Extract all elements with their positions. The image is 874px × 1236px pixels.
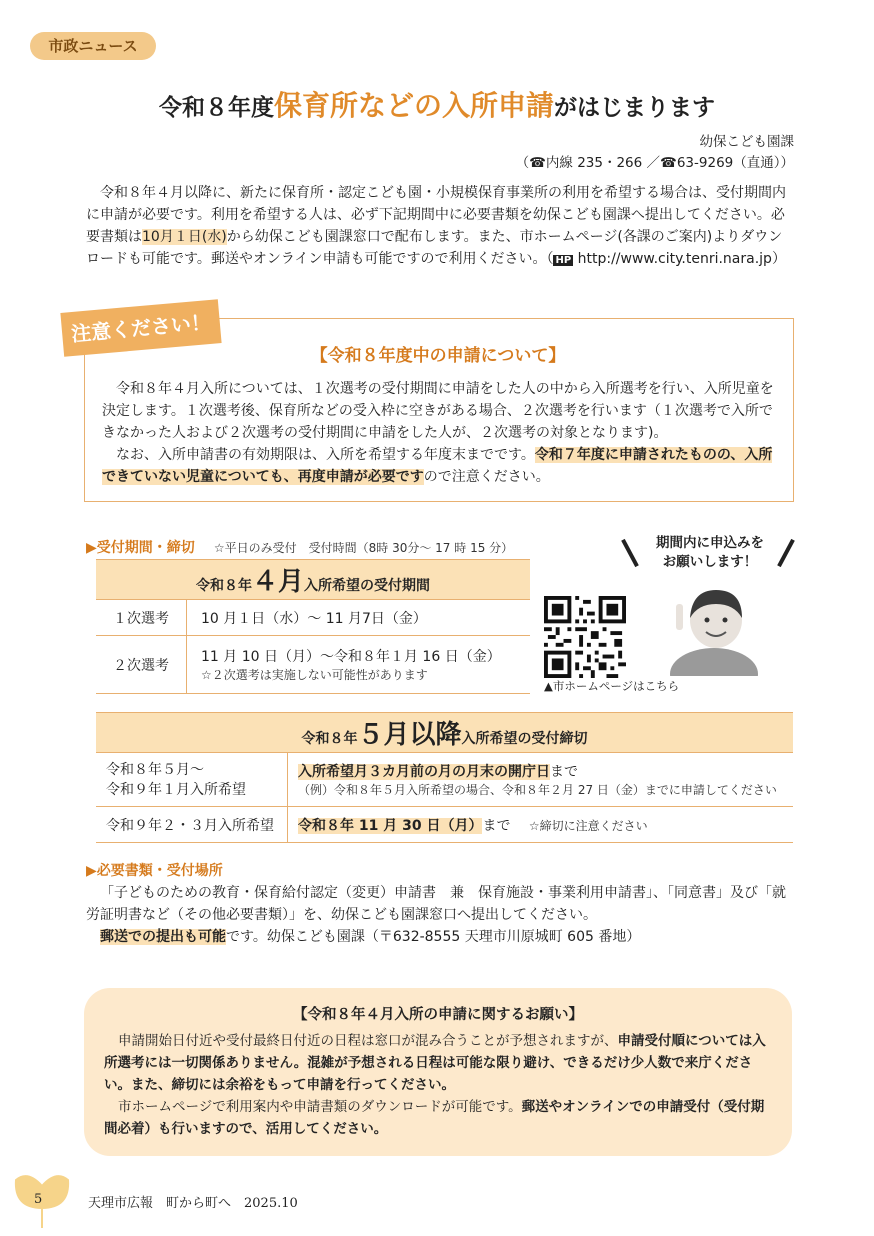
department-info: [516, 132, 794, 174]
attention-text: なお、入所申請書の有効期限は、入所を希望する年度末までです。: [116, 447, 535, 463]
may-table: [96, 712, 793, 843]
title-highlight: 保育所などの入所申請: [273, 89, 554, 122]
april-row1-label: １次選考: [96, 600, 187, 636]
april-header-post: 入所希望の受付期間: [304, 578, 430, 594]
period-heading: ▶受付期間・締切: [86, 540, 195, 556]
department-name: 幼保こども園課: [699, 134, 794, 150]
may-row1-label-2: 令和９年１月入所希望: [106, 781, 246, 798]
may-row2-note: ☆締切に注意ください: [528, 818, 648, 833]
may-row1-label: [96, 753, 288, 807]
request-p2-text: 市ホームページで利用案内や申請書類のダウンロードが可能です。: [118, 1099, 522, 1115]
qr-caption: ▲市ホームページはこちら: [544, 679, 680, 693]
footer-text: 天理市広報 町から町へ 2025.10: [88, 1196, 298, 1211]
april-header-big: ４月: [251, 567, 304, 597]
request-p2-bold: 郵送やオンラインでの申請受付（受付期間必着）も行いますので、活用してください。: [104, 1099, 765, 1137]
may-row1-note: （例）令和８年５月入所希望の場合、令和８年２月 27 日（金）までに申請してください: [298, 783, 777, 797]
callout-line-1: 期間内に申込みを: [656, 535, 764, 551]
callout-text: [640, 534, 780, 572]
docs-paragraph-2: [86, 926, 792, 948]
may-row2-label: 令和９年２・３月入所希望: [96, 807, 288, 843]
docs-text: です。幼保こども園課（〒632-8555 天理市川原城町 605 番地）: [226, 929, 641, 945]
attention-paragraph-1: 令和８年４月入所については、１次選考の受付期間に申請をした人の中から入所選考を行い、入所児童を決定します。１次選考後、保育所などの受入枠に空きがある場合、２次選考を行います（１次選考で入所できなかった人および２次選考の受付期間に申請をした人が、２次選考の対象となります)。: [102, 381, 774, 441]
april-row1-value: 10 月１日（水）～ 11 月7日（金）: [187, 600, 531, 636]
april-header-pre: 令和８年: [195, 578, 252, 594]
callout-line-2: お願いします！: [662, 554, 758, 570]
may-row2-value: 令和８年 11 月 30 日（月）: [298, 817, 483, 834]
april-row2-cell: [187, 636, 531, 694]
intro-paragraph: [86, 182, 792, 272]
attention-text-end: ので注意ください。: [423, 469, 550, 485]
docs-highlight: 郵送での提出も可能: [100, 929, 226, 945]
attention-badge: 注意ください！: [60, 299, 221, 357]
april-table: [96, 559, 530, 694]
request-p1-text: 申請開始日付近や受付最終日付近の日程は窓口が混み合うことが予想されますが、: [118, 1033, 618, 1049]
may-row1-value-end: まで: [550, 764, 578, 780]
intro-text-end: ）: [771, 251, 786, 267]
request-text: [104, 1030, 774, 1140]
hp-icon: HP: [555, 255, 572, 266]
child-photo: [664, 582, 764, 676]
may-row2-cell: [288, 807, 794, 843]
page-title: [0, 84, 874, 124]
request-title: 【令和８年４月入所の申請に関するお願い】: [293, 1007, 583, 1023]
may-row1-value: 入所希望月３カ月前の月の月末の開庁日: [298, 764, 550, 780]
april-row2-label: ２次選考: [96, 636, 187, 694]
intro-text: 令和８年４月以降に、新たに保育所・認定こども園・小規模保育事業所の利用を希望する場合は、受付期間内に申請が必要です。利用を希望する人は、必ず下記期間中に必要書類を幼保こども園課へ提出してください。必要書類は: [86, 185, 786, 245]
may-row2-value-end: まで: [482, 817, 511, 834]
may-header-big: ５月以降: [357, 720, 462, 750]
callout-slash-left: [621, 539, 639, 567]
may-header-pre: 令和８年: [301, 731, 358, 747]
request-paragraph-1: [104, 1030, 774, 1096]
period-note: ☆平日のみ受付 受付時間（8時 30分～ 17 時 15 分）: [213, 541, 514, 555]
department-contact: （☎内線 235・266 ／☎63-9269（直通））: [515, 155, 794, 171]
request-paragraph-2: [104, 1096, 774, 1140]
title-post: がはじまります: [554, 95, 715, 121]
section-tag: 市政ニュース: [30, 32, 156, 60]
april-row2-note: ☆２次選考は実施しない可能性があります: [201, 668, 428, 682]
title-pre: 令和８年度: [158, 95, 274, 121]
request-p1-bold: 申請受付順については入所選考には一切関係ありません。混雑が予想される日程は可能な限り避け、できるだけ少人数で来庁ください。また、締切には余裕をもって申請を行ってください。: [104, 1033, 766, 1093]
intro-text-rest: から幼保こども園課窓口で配布します。また、市ホームページ(各課のご案内)よりダウンロードも可能です。郵送やオンライン申請も可能ですので利用ください。（: [86, 229, 783, 267]
docs-heading: ▶必要書類・受付場所: [86, 863, 223, 879]
attention-highlight: 令和７年度に申請されたものの、入所できていない児童についても、再度申請が必要です: [102, 447, 773, 485]
may-header-post: 入所希望の受付締切: [461, 731, 588, 747]
docs-paragraph-1: 「子どものための教育・保育給付認定（変更）申請書 兼 保育施設・事業利用申請書」、「同意書」及び「就労証明書など（その他必要書類）」を、幼保こども園課窓口へ提出してください。: [86, 885, 786, 923]
page-number: 5: [34, 1192, 43, 1207]
attention-title: 【令和８年度中の申請について】: [310, 346, 566, 366]
period-heading-row: [86, 537, 513, 557]
may-table-header: [96, 713, 793, 753]
attention-paragraph-2: [102, 444, 778, 488]
qr-code[interactable]: [544, 596, 626, 678]
april-row2-value: 11 月 10 日（月）～令和８年１月 16 日（金）: [201, 649, 501, 665]
april-table-header: [96, 560, 530, 600]
may-row1-label-1: 令和８年５月～: [106, 761, 204, 778]
may-row1-cell: [288, 753, 794, 807]
homepage-link[interactable]: http://www.city.tenri.nara.jp: [573, 251, 772, 267]
intro-highlight: 10月１日(水): [142, 229, 227, 245]
